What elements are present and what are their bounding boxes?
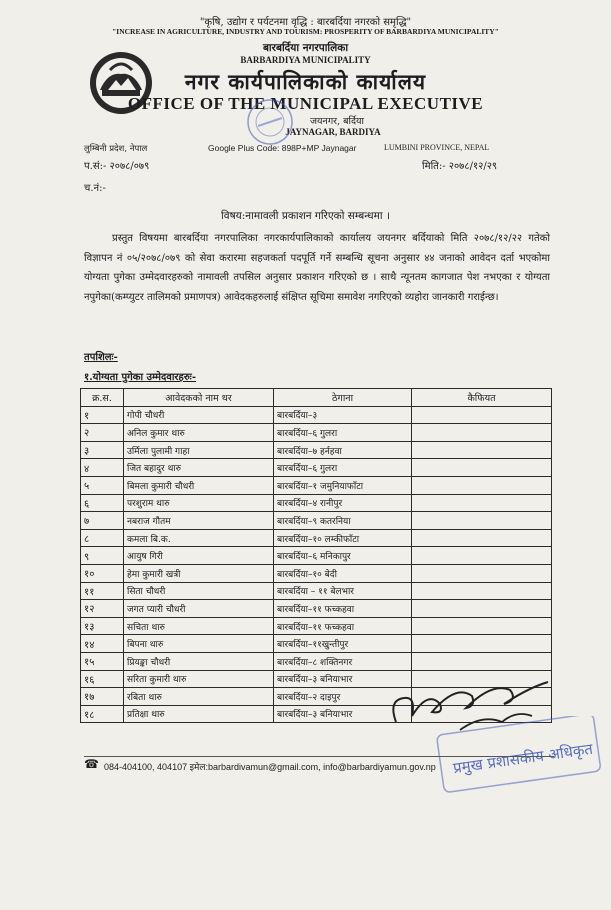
office-title-english: OFFICE OF THE MUNICIPAL EXECUTIVE <box>127 94 484 113</box>
cell-remarks <box>412 512 552 530</box>
cell-remarks <box>412 547 552 565</box>
cell-address: बारबर्दिया–६ गुलरा <box>274 459 412 477</box>
cell-sn: ७ <box>81 512 124 530</box>
table-row <box>81 635 552 653</box>
dispatch-number: च.नं:- <box>84 183 106 194</box>
office-seal-stamp <box>244 96 296 148</box>
cell-address: बारबर्दिया–११खुन्तीपुर <box>274 635 412 653</box>
cell-sn: ९ <box>81 547 124 565</box>
cell-name: उर्मिला पुलामी गाहा <box>124 441 274 459</box>
cell-address: बारबर्दिया–११ फच्कहवा <box>274 617 412 635</box>
table-row <box>81 617 552 635</box>
cell-sn: १६ <box>81 670 124 688</box>
cell-name: आयुष गिरी <box>124 547 274 565</box>
cell-name: रबिता थारु <box>124 688 274 706</box>
cell-name: अनिल कुमार थारु <box>124 424 274 442</box>
cell-remarks <box>412 424 552 442</box>
province-english: LUMBINI PROVINCE, NEPAL <box>384 143 490 152</box>
cell-address: बारबर्दिया–८ शक्तिनगर <box>274 652 412 670</box>
municipality-name-nepali: बारबर्दिया नगरपालिका <box>262 42 349 54</box>
cell-sn: १४ <box>81 635 124 653</box>
cell-name: सिता चौधरी <box>124 582 274 600</box>
cell-sn: १७ <box>81 688 124 706</box>
cell-name: सचिता थारु <box>124 617 274 635</box>
cell-name: जगत प्यारी चौधरी <box>124 600 274 618</box>
cell-sn: ५ <box>81 476 124 494</box>
cell-address: बारबर्दिया – ११ बेलभार <box>274 582 412 600</box>
table-row <box>81 424 552 442</box>
cell-address: बारबर्दिया–३ <box>274 406 412 424</box>
office-title-nepali: नगर कार्यपालिकाको कार्यालय <box>184 69 427 94</box>
cell-name: सरिता कुमारी थारु <box>124 670 274 688</box>
cell-sn: १३ <box>81 617 124 635</box>
slogan-english: "INCREASE IN AGRICULTURE, INDUSTRY AND TOURISM: PROSPERITY OF BARBARDIYA MUNICIPALITY" <box>112 27 499 36</box>
cell-remarks <box>412 441 552 459</box>
table-row <box>81 406 552 424</box>
letter-body: प्रस्तुत विषयमा बारबर्दिया नगरपालिका नगरकार्यपालिकाको कार्यालय जयनगर बर्दियाको मिति २०७८/१२/२२ गतेको विज्ञापन नं ०५/२०७८/०७९ को सेवा करारमा सहजकर्ता पदपूर्ति गर्ने सम्बन्धि सूचना अनुसार ४४ जनाको आवेदन दर्ता भएकोमा योग्यता पुगेका उम्मेदवारहरुको नामावली तपसिल अनुसार प्रकाशन गरिएको छ । साथै न्यूनतम कागजात पेश नभएका र योग्यता नपुगेका(कम्प्युटर तालिमको प्रमाणपत्र) आवेदकहरुलाई संक्षिप्त सूचिमा समावेश नगरिएको व्यहोरा जानकारी गराईन्छ। <box>84 233 550 303</box>
place-nepali: जयनगर, बर्दिया <box>310 116 365 127</box>
cell-address: बारबर्दिया–१० लम्कीफाँटा <box>274 529 412 547</box>
cell-address: बारबर्दिया–६ मनिकापुर <box>274 547 412 565</box>
cell-name: हेमा कुमारी खत्री <box>124 564 274 582</box>
table-header-row <box>81 389 552 407</box>
municipality-name-english: BARBARDIYA MUNICIPALITY <box>240 55 371 65</box>
cell-remarks <box>412 494 552 512</box>
cell-remarks <box>412 459 552 477</box>
letter-subject: विषय:नामावली प्रकाशन गरिएको सम्बन्धमा । <box>221 210 390 222</box>
cell-sn: १५ <box>81 652 124 670</box>
table-row <box>81 529 552 547</box>
cell-address: बारबर्दिया–३ बनियाभार <box>274 670 412 688</box>
table-row <box>81 582 552 600</box>
google-plus-code: Google Plus Code: 898P+MP Jaynagar <box>208 143 357 153</box>
cell-remarks <box>412 600 552 618</box>
place-english: JAYNAGAR, BARDIYA <box>285 127 381 137</box>
cell-remarks <box>412 582 552 600</box>
cell-address: बारबर्दिया–१ जमुनियाफाँटा <box>274 476 412 494</box>
cell-sn: ८ <box>81 529 124 547</box>
cell-name: कमला बि.क. <box>124 529 274 547</box>
cell-sn: १० <box>81 564 124 582</box>
cell-sn: १२ <box>81 600 124 618</box>
cell-sn: ४ <box>81 459 124 477</box>
letter-date: मिति:- २०७८/१२/२९ <box>422 161 498 172</box>
table-row <box>81 476 552 494</box>
cell-name: बिमला कुमारी चौधरी <box>124 476 274 494</box>
cell-name: प्रियङ्का चौधरी <box>124 652 274 670</box>
cell-remarks <box>412 617 552 635</box>
slogan-nepali: "कृषि, उद्योग र पर्यटनमा वृद्धि : बारबर्दिया नगरको समृद्धि" <box>199 17 412 28</box>
cell-address: बारबर्दिया–९ कतरनिया <box>274 512 412 530</box>
cell-name: प्रतिक्षा थारु <box>124 705 274 723</box>
header-remarks: कैफियत <box>412 389 552 407</box>
cell-name: परशुराम थारु <box>124 494 274 512</box>
stamp-label: प्रमुख प्रशासकीय अधिकृत <box>451 739 594 778</box>
cell-remarks <box>412 564 552 582</box>
province-nepali: लुम्बिनी प्रदेश, नेपाल <box>84 144 148 154</box>
header-address: ठेगाना <box>274 389 412 407</box>
cell-remarks <box>412 529 552 547</box>
table-row <box>81 547 552 565</box>
cell-address: बारबर्दिया–२ दाइपुर <box>274 688 412 706</box>
table-row <box>81 459 552 477</box>
header-name: आवेदकको नाम थर <box>124 389 274 407</box>
table-row <box>81 600 552 618</box>
table-row <box>81 494 552 512</box>
tapasil-heading: तपशिलः- <box>84 352 118 363</box>
cell-remarks <box>412 635 552 653</box>
reference-number: प.सं:- २०७८/०७९ <box>84 161 150 172</box>
cell-sn: ३ <box>81 441 124 459</box>
cell-address: बारबर्दिया–११ फच्कहवा <box>274 600 412 618</box>
cell-sn: २ <box>81 424 124 442</box>
cell-remarks <box>412 406 552 424</box>
cell-sn: ६ <box>81 494 124 512</box>
header-sn: क्र.स. <box>81 389 124 407</box>
table-row <box>81 564 552 582</box>
cell-sn: १ <box>81 406 124 424</box>
cell-address: बारबर्दिया–७ हर्नहवा <box>274 441 412 459</box>
phone-icon: ☎ <box>84 757 99 771</box>
cell-sn: ११ <box>81 582 124 600</box>
cell-name: नबराज गौतम <box>124 512 274 530</box>
section-title: १.योग्यता पुगेका उम्मेदवारहरुः- <box>84 372 196 383</box>
cell-name: गोपी चौधरी <box>124 406 274 424</box>
cell-name: जित बहादुर थारु <box>124 459 274 477</box>
cell-address: बारबर्दिया–१० बेदी <box>274 564 412 582</box>
table-row <box>81 441 552 459</box>
cell-address: बारबर्दिया–४ रानीपुर <box>274 494 412 512</box>
cell-remarks <box>412 476 552 494</box>
table-row <box>81 512 552 530</box>
cell-sn: १८ <box>81 705 124 723</box>
cell-address: बारबर्दिया–६ गुलरा <box>274 424 412 442</box>
cell-name: बिपना थारु <box>124 635 274 653</box>
footer-contact: 084-404100, 404107 इमेल:barbardivamun@gmail.com, info@barbardiyamun.gov.np <box>104 762 436 772</box>
footer-divider <box>84 756 554 757</box>
cell-address: बारबर्दिया–३ बनियाभार <box>274 705 412 723</box>
official-stamp <box>434 716 604 794</box>
